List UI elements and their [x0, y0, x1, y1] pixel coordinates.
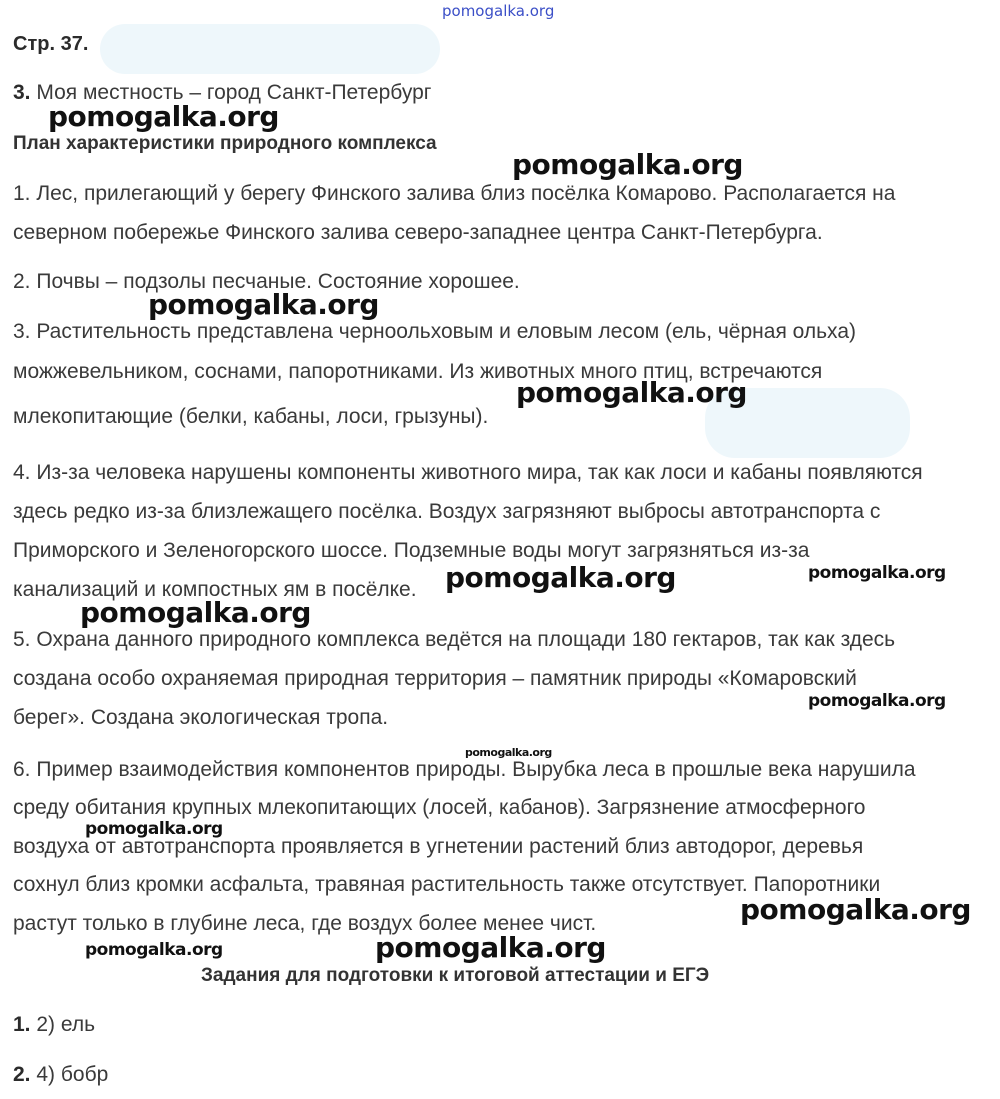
- watermark: pomogalka.org: [808, 691, 946, 711]
- plan-heading: План характеристики природного комплекса: [13, 133, 437, 154]
- text-line: канализаций и компостных ям в посёлке.: [13, 578, 417, 601]
- ege-heading: Задания для подготовки к итоговой аттестации и ЕГЭ: [201, 965, 710, 986]
- answer-1: [13, 1012, 95, 1038]
- text-line: воздуха от автотранспорта проявляется в угнетении растений близ автодорог, деревья: [13, 835, 864, 858]
- watermark: pomogalka.org: [148, 288, 379, 321]
- watermark: pomogalka.org: [516, 376, 747, 409]
- answer-1-number: 1.: [13, 1013, 31, 1036]
- text-line: растут только в глубине леса, где воздух более менее чист.: [13, 912, 597, 935]
- answer-2-number: 2.: [13, 1063, 31, 1086]
- text-line: создана особо охраняемая природная территория – памятник природы «Комаровский: [13, 667, 857, 690]
- watermark: pomogalka.org: [808, 563, 946, 583]
- text-line: 1. Лес, прилегающий у берегу Финского залива близ посёлка Комарово. Располагается на: [13, 182, 896, 205]
- watermark: pomogalka.org: [512, 148, 743, 181]
- text-line: млекопитающие (белки, кабаны, лоси, грызуны).: [13, 405, 489, 428]
- watermark: pomogalka.org: [85, 819, 223, 839]
- watermark: pomogalka.org: [48, 100, 279, 133]
- watermark: pomogalka.org: [85, 940, 223, 960]
- text-line: 4. Из-за человека нарушены компоненты животного мира, так как лоси и кабаны появляются: [13, 461, 923, 484]
- task-3-number: 3.: [13, 81, 31, 104]
- watermark: pomogalka.org: [375, 931, 606, 964]
- text-line: можжевельником, соснами, папоротниками. Из животных много птиц, встречаются: [13, 360, 823, 383]
- text-line: 3. Растительность представлена черноольховым и еловым лесом (ель, чёрная ольха): [13, 320, 856, 343]
- watermark-top: pomogalka.org: [442, 2, 555, 20]
- text-line: берег». Создана экологическая тропа.: [13, 706, 389, 729]
- task-3-text: Моя местность – город Санкт-Петербург: [36, 81, 432, 104]
- watermark: pomogalka.org: [445, 561, 676, 594]
- watermark: pomogalka.org: [465, 746, 552, 759]
- text-line: здесь редко из-за близлежащего посёлка. Воздух загрязняют выбросы автотранспорта с: [13, 500, 881, 523]
- background-blob-top: [100, 24, 440, 74]
- text-line: среду обитания крупных млекопитающих (лосей, кабанов). Загрязнение атмосферного: [13, 796, 866, 819]
- page-reference: Стр. 37.: [13, 33, 89, 55]
- text-line: 5. Охрана данного природного комплекса ведётся на площади 180 гектаров, так как здесь: [13, 628, 896, 651]
- watermark: pomogalka.org: [740, 893, 971, 926]
- text-line: 2. Почвы – подзолы песчаные. Состояние хорошее.: [13, 270, 520, 293]
- answer-2-text: 4) бобр: [36, 1063, 109, 1086]
- text-line: сохнул близ кромки асфальта, травяная растительность также отсутствует. Папоротники: [13, 873, 881, 896]
- text-line: Приморского и Зеленогорского шоссе. Подземные воды могут загрязняться из-за: [13, 539, 810, 562]
- text-line: северном побережье Финского залива северо-западнее центра Санкт-Петербурга.: [13, 221, 823, 244]
- text-line: 6. Пример взаимодействия компонентов природы. Вырубка леса в прошлые века нарушила: [13, 758, 916, 781]
- watermark: pomogalka.org: [80, 596, 311, 629]
- answer-1-text: 2) ель: [36, 1013, 96, 1036]
- answer-2: [13, 1062, 108, 1088]
